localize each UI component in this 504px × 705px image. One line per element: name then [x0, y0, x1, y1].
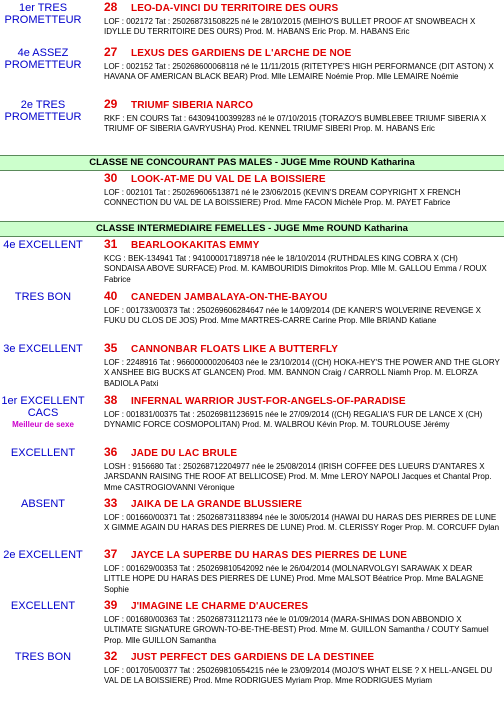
dog-entry	[0, 598, 504, 649]
dog-entry	[0, 393, 504, 445]
entry-heading	[86, 445, 500, 461]
result-rank: TRES BON	[14, 291, 72, 303]
dog-entry	[0, 289, 504, 341]
result-rank: EXCELLENT	[10, 447, 76, 459]
entry-body	[86, 341, 504, 393]
class-section-header: CLASSE NE CONCOURANT PAS MALES - JUGE Mme ROUND Katharina	[0, 155, 504, 171]
dog-entry	[0, 496, 504, 547]
dog-name: J'IMAGINE LE CHARME D'AUCERES	[131, 601, 309, 612]
entry-body	[86, 547, 504, 598]
catalog-number: 37	[104, 547, 118, 561]
dog-name: CANNONBAR FLOATS LIKE A BUTTERFLY	[131, 344, 338, 355]
catalog-number: 27	[104, 45, 118, 59]
catalog-number: 32	[104, 649, 118, 663]
catalog-number: 31	[104, 237, 118, 251]
dog-name: JUST PERFECT DES GARDIENS DE LA DESTINEE	[131, 652, 375, 663]
pedigree-details: LOF : 002152 Tat : 250268600068118 né le 11/11/2015 (RITETYPE'S HIGH PERFORMANCE (DIT ASTON) X HAVANA OF AMERICAN BLACK BEAR) Prod. Mlle LEMAIRE Noémie Prop. Mlle LEMAIRE Noémie	[104, 62, 494, 82]
result-rank: 1er EXCELLENT CACS Meilleur de sexe	[1, 395, 85, 429]
entry-heading	[86, 237, 500, 253]
entry-heading	[86, 598, 500, 614]
dog-entry	[0, 649, 504, 705]
dog-name: LOOK-AT-ME DU VAL DE LA BOISSIERE	[131, 174, 326, 185]
entry-heading	[86, 171, 500, 187]
result-rank	[0, 171, 86, 221]
catalog-number: 29	[104, 97, 118, 111]
pedigree-details: KCG : BEK-134941 Tat : 941000017189718 née le 18/10/2014 (RUTHDALES KING COBRA X (CH) SONDAISA ABOVE SURFACE) Prod. M. KAMBOURIDIS Dimokritos Prop. Mlle M. GALLOU Emma / ROUX Fabrice	[104, 254, 487, 284]
entry-body	[86, 445, 504, 496]
pedigree-details: LOF : 001629/00353 Tat : 250269810542092 née le 26/04/2014 (MOLNARVOLGYI SARAWAK X DEAR LITTLE HOPE DU HARAS DES PIERRES DE LUNE) Prod. Mme MALSOT Béatrice Prop. Mme BALAGNE Sophie	[104, 564, 484, 594]
pedigree-details: LOF : 001660/00371 Tat : 250268731183894 née le 30/05/2014 (HAWAI DU HARAS DES PIERRES DE LUNE X GIMME AGAIN DU HARAS DES PIERRES DE LUNE) Prod. M. CLERISSY Roger Prop. M. CORCUFF Dylan	[104, 513, 500, 533]
result-rank: 2e EXCELLENT	[3, 549, 83, 561]
entry-heading	[86, 0, 500, 16]
dog-entry	[0, 97, 504, 155]
pedigree-details: LOSH : 9156680 Tat : 250268712204977 née le 25/08/2014 (IRISH COFFEE DES LUEURS D'ANTARES X JARSDANN RAISING THE ROOF AT BELLICOSE) Prod. M. Mme LEROY NAPOLI Jacques et Chantal Prop. Mme CASTROGIOVANNI Véronique	[104, 462, 492, 492]
result-rank: 4e ASSEZ PROMETTEUR	[4, 47, 82, 71]
entry-heading	[86, 393, 500, 409]
result-rank: 3e EXCELLENT	[3, 343, 83, 355]
pedigree-details: LOF : 001733/00373 Tat : 250269606284647 née le 14/09/2014 (DE KANER'S WOLVERINE REVENGE X FUKU DU CLOS DE JOS) Prod. Mme MARTRES-CARRE Carine Prop. Mlle BRIAND Katiane	[104, 306, 482, 326]
catalog-number: 33	[104, 496, 118, 510]
entry-body	[86, 393, 504, 445]
pedigree-details: RKF : EN COURS Tat : 643094100399283 né le 07/10/2015 (TORAZO'S BUMBLEBEE TRIUMF SIBERIA X TRIUMF OF SIBERIA GAVRYUSHA) Prod. KENNEL TRIUMF SIBERI Prop. M. HABANS Eric	[104, 114, 487, 134]
catalog-number: 40	[104, 289, 118, 303]
result-rank: EXCELLENT	[10, 600, 76, 612]
dog-name: JADE DU LAC BRULE	[131, 448, 238, 459]
entry-heading	[86, 45, 500, 61]
entry-heading	[86, 289, 500, 305]
dog-name: LEXUS DES GARDIENS DE L'ARCHE DE NOE	[131, 48, 352, 59]
class-section-header: CLASSE INTERMEDIAIRE FEMELLES - JUGE Mme ROUND Katharina	[0, 221, 504, 237]
dog-entry	[0, 341, 504, 393]
pedigree-details: LOF : 001680/00363 Tat : 250268731121173 née le 01/09/2014 (MARA-SHIMAS DON ABBONDIO X ULTIMATE SIGNATURE GROWN-TO-BE-THE-BEST) Prod. Mme M. GUILLON Samantha / COUTY Samuel Prop. Mlle GUILLON Samantha	[104, 615, 489, 645]
entry-body	[86, 289, 504, 341]
entry-body	[86, 598, 504, 649]
dog-entry	[0, 171, 504, 221]
entry-body	[86, 649, 504, 705]
dog-entry	[0, 445, 504, 496]
pedigree-details: LOF : 2248916 Tat : 966000000206403 née le 23/10/2014 ((CH) HOKA-HEY'S THE POWER AND THE GLORY X ANSHEE BIG BUCKS AT GLANCEN) Prod. MM. BANNON Craig / CARROLL Niamh Prop. M. ELORZA BADIOLA Patxi	[104, 358, 500, 388]
dog-name: CANEDEN JAMBALAYA-ON-THE-BAYOU	[131, 292, 328, 303]
dog-name: JAIKA DE LA GRANDE BLUSSIERE	[131, 499, 302, 510]
result-rank: ABSENT	[20, 498, 65, 510]
dog-entry	[0, 45, 504, 97]
catalog-number: 30	[104, 171, 118, 185]
pedigree-details: LOF : 001705/00377 Tat : 250269810554215 née le 23/09/2014 (MOJO'S WHAT ELSE ? X HELL-ANGEL DU VAL DE LA BOISSIERE) Prod. Mme RODRIGUES Myriam Prop. Mme RODRIGUES Myriam	[104, 666, 493, 686]
entry-body	[86, 45, 504, 97]
pedigree-details: LOF : 001831/00375 Tat : 250269811236915 née le 27/09/2014 ((CH) REGALIA'S FUR DE LANCE X (CH) DYNAMIC FORCE COSMOPOLITAN) Prod. M. WALBROU Kévin Prop. M. TOURLOUSE Jérémy	[104, 410, 483, 430]
catalog-number: 35	[104, 341, 118, 355]
dog-name: TRIUMF SIBERIA NARCO	[131, 100, 254, 111]
catalog-number: 39	[104, 598, 118, 612]
entry-heading	[86, 649, 500, 665]
entry-body	[86, 237, 504, 289]
dog-name: JAYCE LA SUPERBE DU HARAS DES PIERRES DE LUNE	[131, 550, 408, 561]
dog-name: LEO-DA-VINCI DU TERRITOIRE DES OURS	[131, 3, 339, 14]
pedigree-details: LOF : 002172 Tat : 250268731508225 né le 28/10/2015 (MEIHO'S BULLET PROOF AT SNOWBEACH X IDYLLE DU TERRITOIRE DES OURS) Prod. M. HABANS Eric Prop. M. HABANS Eric	[104, 17, 476, 37]
result-rank: 1er TRES PROMETTEUR	[4, 2, 82, 26]
catalog-number: 36	[104, 445, 118, 459]
entry-body	[86, 0, 504, 45]
entry-body	[86, 171, 504, 221]
dog-name: BEARLOOKAKITAS EMMY	[131, 240, 260, 251]
entry-body	[86, 97, 504, 155]
result-rank: TRES BON	[14, 651, 72, 663]
entry-heading	[86, 547, 500, 563]
dog-name: INFERNAL WARRIOR JUST-FOR-ANGELS-OF-PARADISE	[131, 396, 406, 407]
dog-entry	[0, 237, 504, 289]
result-rank: 4e EXCELLENT	[3, 239, 83, 251]
catalog-number: 38	[104, 393, 118, 407]
entry-heading	[86, 341, 500, 357]
entry-heading	[86, 496, 500, 512]
entry-heading	[86, 97, 500, 113]
result-rank: 2e TRES PROMETTEUR	[4, 99, 82, 123]
catalog-number: 28	[104, 0, 118, 14]
entry-body	[86, 496, 504, 547]
best-of-sex-label: Meilleur de sexe	[12, 420, 74, 429]
dog-entry	[0, 0, 504, 45]
pedigree-details: LOF : 002101 Tat : 250269606513871 né le 23/06/2015 (KEVIN'S DREAM COPYRIGHT X FRENCH CONNECTION DU VAL DE LA BOISSIERE) Prod. Mme FACON Michèle Prop. M. PAYET Fabrice	[104, 188, 461, 208]
dog-entry	[0, 547, 504, 598]
